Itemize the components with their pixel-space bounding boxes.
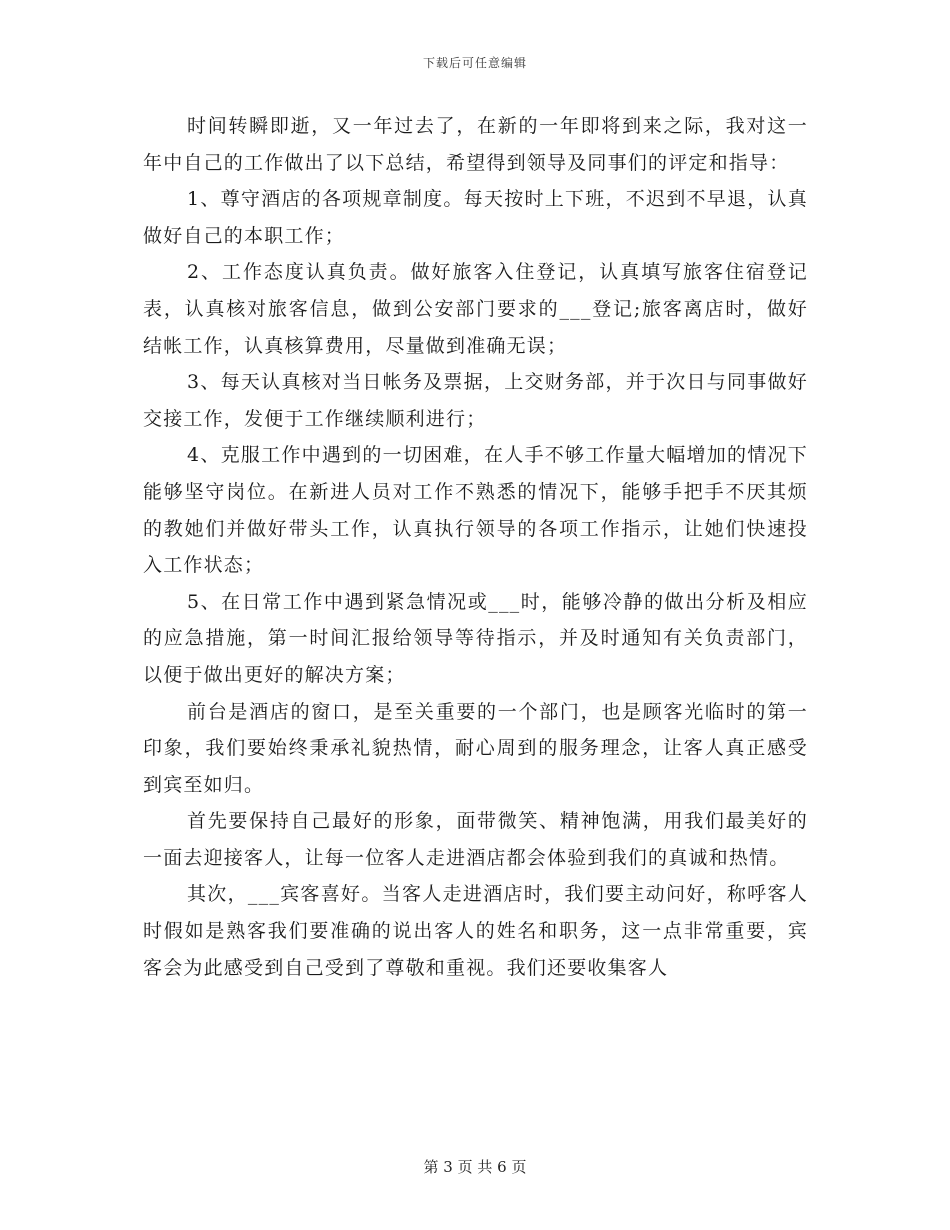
- paragraph-item-1: 1、尊守酒店的各项规章制度。每天按时上下班，不迟到不早退，认真做好自己的本职工作；: [143, 188, 808, 247]
- paragraph-intro: 时间转瞬即逝，又一年过去了，在新的一年即将到来之际，我对这一年中自己的工作做出了以下总结，希望得到领导及同事们的评定和指导：: [143, 115, 808, 174]
- paragraph-item-2: 2、工作态度认真负责。做好旅客入住登记，认真填写旅客住宿登记表，认真核对旅客信息，做到公安部门要求的___登记;旅客离店时，做好结帐工作，认真核算费用，尽量做到准确无误；: [143, 261, 808, 357]
- paragraph-second: 其次，___宾客喜好。当客人走进酒店时，我们要主动问好，称呼客人时假如是熟客我们要准确的说出客人的姓名和职务，这一点非常重要，宾客会为此感受到自己受到了尊敬和重视。我们还要收集客人: [143, 883, 808, 979]
- page-number: 第 3 页 共 6 页: [423, 1158, 527, 1176]
- paragraph-item-4: 4、克服工作中遇到的一切困难，在人手不够工作量大幅增加的情况下能够坚守岗位。在新进人员对工作不熟悉的情况下，能够手把手不厌其烦的教她们并做好带头工作，认真执行领导的各项工作指示，让她们快速投入工作状态；: [143, 444, 808, 577]
- paragraph-front-desk: 前台是酒店的窗口，是至关重要的一个部门，也是顾客光临时的第一印象，我们要始终秉承礼貌热情，耐心周到的服务理念，让客人真正感受到宾至如归。: [143, 700, 808, 796]
- paragraph-item-5: 5、在日常工作中遇到紧急情况或___时，能够冷静的做出分析及相应的应急措施，第一时间汇报给领导等待指示，并及时通知有关负责部门，以便于做出更好的解决方案；: [143, 590, 808, 686]
- document-body: [143, 108, 808, 986]
- paragraph-item-3: 3、每天认真核对当日帐务及票据，上交财务部，并于次日与同事做好交接工作，发便于工作继续顺利进行；: [143, 371, 808, 430]
- paragraph-first: 首先要保持自己最好的形象，面带微笑、精神饱满，用我们最美好的一面去迎接客人，让每一位客人走进酒店都会体验到我们的真诚和热情。: [143, 810, 808, 869]
- page-header-note: 下载后可任意编辑: [422, 56, 527, 70]
